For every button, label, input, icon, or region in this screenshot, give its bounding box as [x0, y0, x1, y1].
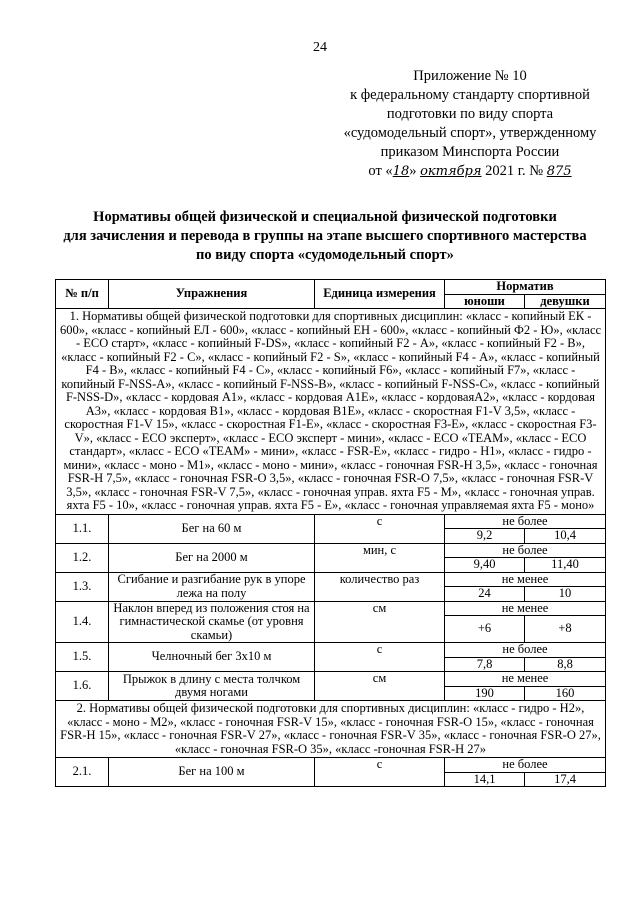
date-month: октября	[420, 164, 482, 179]
value-boys: 9,2	[445, 529, 525, 544]
section-row-2	[56, 701, 606, 758]
date-year: 2021 г. №	[485, 163, 544, 179]
title-line-3: по виду спорта «судомодельный спорт»	[196, 247, 454, 263]
row-unit: см	[315, 601, 445, 643]
value-boys: 24	[445, 587, 525, 602]
header-exercise: Упражнения	[109, 280, 315, 309]
appendix-title: Приложение № 10	[413, 68, 527, 84]
order-number: 875	[546, 164, 572, 179]
row-exercise: Сгибание и разгибание рук в упоре лежа на полу	[109, 572, 315, 601]
title-line-2: для зачисления и перевода в группы на этапе высшего спортивного мастерства	[63, 228, 587, 244]
value-girls: +8	[525, 616, 606, 643]
row-num: 1.5.	[56, 643, 109, 672]
value-boys: 190	[445, 686, 525, 701]
table-row	[56, 601, 606, 616]
header-norm: Норматив	[445, 280, 606, 295]
table-row	[56, 543, 606, 558]
table-row	[56, 758, 606, 773]
table-row	[56, 572, 606, 587]
header-num: № п/п	[56, 280, 109, 309]
row-num: 1.1.	[56, 514, 109, 543]
row-unit: мин, с	[315, 543, 445, 572]
norms-table	[55, 279, 606, 787]
value-girls: 10	[525, 587, 606, 602]
row-num: 1.4.	[56, 601, 109, 643]
row-condition: не более	[445, 543, 606, 558]
section-1-text: 1. Нормативы общей физической подготовки для спортивных дисциплин: «класс - копийный ЕК - 600», «класс - копийный ЕЛ - 600», «класс - копийный ЕН - 600», «класс - копийный Ф2 - Ю», «класс - ЕСО старт», «класс - копийный F-DS», «класс - копийный F2 - А», «класс - копийный F2 - В», «класс - копийный F2 - С», «класс - копийный F2 - S», «класс - копийный F4 - А», «класс - копийный F4 - В», «класс - копийный F4 - С», «класс - копийный F6», «класс - копийный F7», «класс - копийный F-NSS-А», «класс - копийный F-NSS-В», «класс - копийный F-NSS-С», «класс - копийный F-NSS-D», «класс - кордовая А1», «класс - кордовая А1Е», «класс - кордоваяА2», «класс - кордовая А3», «класс - кордовая В1», «класс - кордовая В1Е», «класс - скоростная F1-V 3,5», «класс - скоростная F1-V 15», «класс - скоростная F1-E», «класс - скоростная F3-E», «класс - скоростная F3-V», «класс - ЕСО эксперт», «класс - ЕСО эксперт - мини», «класс - ЕСО «TEAM», «класс - ЕСО стандарт», «класс - ЕСО «TEAM» - мини», «класс - FSR-E», «класс - гидро - Н1», «класс - гидро - мини», «класс - моно - М1», «класс - моно - мини», «класс - гоночная FSR-H 3,5», «класс - гоночная FSR-H 7,5», «класс - гоночная FSR-O 3,5», «класс - гоночная FSR-O 7,5», «класс - гоночная FSR-V 3,5», «класс - гоночная FSR-V 7,5», «класс - гоночная управ. яхта F5 - М», «класс - гоночная управ. яхта F5 - 10», «класс - гоночная управ. яхта F5 - Е», «класс - гоночная управляемая яхта F5 - моно»	[56, 309, 606, 515]
header-girls: девушки	[525, 294, 606, 309]
row-condition: не менее	[445, 601, 606, 616]
section-row-1	[56, 309, 606, 515]
row-condition: не более	[445, 758, 606, 773]
value-boys: 14,1	[445, 772, 525, 787]
row-exercise: Бег на 2000 м	[109, 543, 315, 572]
row-unit: количество раз	[315, 572, 445, 601]
title-line-1: Нормативы общей физической и специальной физической подготовки	[93, 209, 557, 225]
row-condition: не более	[445, 514, 606, 529]
row-num: 1.3.	[56, 572, 109, 601]
value-girls: 8,8	[525, 657, 606, 672]
section-2-text: 2. Нормативы общей физической подготовки для спортивных дисциплин: «класс - гидро - Н2», «класс - моно - М2», «класс - гоночная FSR-V 15», «класс - гоночная FSR-O 15», «класс - гоночная FSR-H 15», «класс - гоночная FSR-V 27», «класс - гоночная FSR-V 35», «класс - гоночная FSR-O 27», «класс - гоночная FSR-O 35», «класс -гоночная FSR-H 27»	[56, 701, 606, 758]
value-boys: 9,40	[445, 558, 525, 573]
row-num: 2.1.	[56, 758, 109, 787]
date-day: 18	[392, 164, 410, 179]
header-unit: Единица измерения	[315, 280, 445, 309]
row-exercise: Прыжок в длину с места толчком двумя ногами	[109, 672, 315, 701]
row-condition: не менее	[445, 572, 606, 587]
row-num: 1.6.	[56, 672, 109, 701]
appendix-date-line	[320, 162, 620, 181]
appendix-block	[320, 67, 620, 181]
header-boys: юноши	[445, 294, 525, 309]
row-unit: с	[315, 643, 445, 672]
value-boys: 7,8	[445, 657, 525, 672]
row-num: 1.2.	[56, 543, 109, 572]
row-exercise: Бег на 100 м	[109, 758, 315, 787]
appendix-line-3: «судомодельный спорт», утвержденному	[343, 125, 597, 141]
row-condition: не менее	[445, 672, 606, 687]
date-prefix: от «	[368, 163, 393, 179]
value-girls: 11,40	[525, 558, 606, 573]
row-exercise: Челночный бег 3x10 м	[109, 643, 315, 672]
table-row	[56, 643, 606, 658]
row-unit: см	[315, 672, 445, 701]
date-mid: »	[409, 163, 417, 179]
row-exercise: Наклон вперед из положения стоя на гимнастической скамье (от уровня скамьи)	[109, 601, 315, 643]
row-condition: не более	[445, 643, 606, 658]
row-unit: с	[315, 758, 445, 787]
document-title	[40, 208, 610, 265]
appendix-line-2: подготовки по виду спорта	[386, 106, 554, 122]
table-row	[56, 672, 606, 687]
appendix-line-4: приказом Минспорта России	[380, 144, 560, 160]
page-number: 24	[313, 40, 327, 55]
value-boys: +6	[445, 616, 525, 643]
value-girls: 160	[525, 686, 606, 701]
row-unit: с	[315, 514, 445, 543]
table-row	[56, 514, 606, 529]
row-exercise: Бег на 60 м	[109, 514, 315, 543]
value-girls: 17,4	[525, 772, 606, 787]
appendix-line-1: к федеральному стандарту спортивной	[350, 87, 590, 103]
header-row	[56, 280, 606, 295]
value-girls: 10,4	[525, 529, 606, 544]
